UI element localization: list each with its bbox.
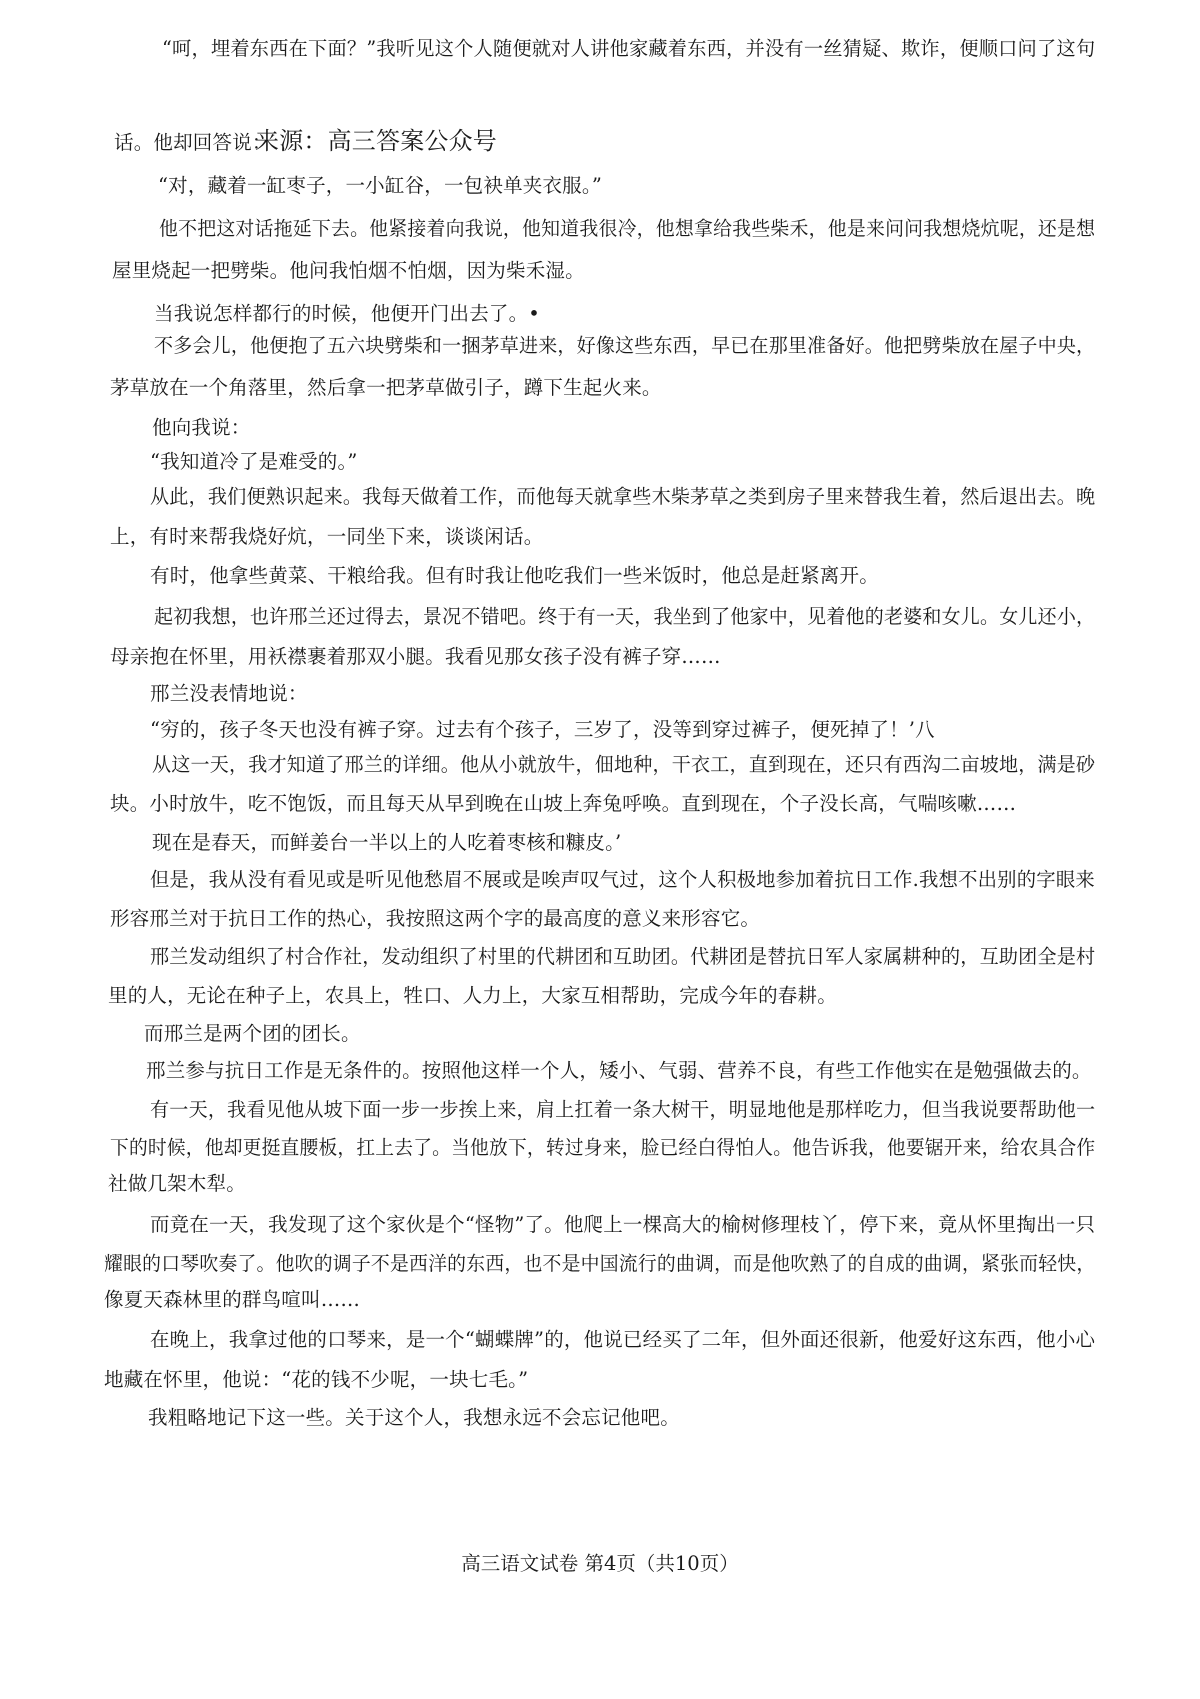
text-line: 从此，我们便熟识起来。我每天做着工作，而他每天就拿些木柴茅草之类到房子里来替我生着，然后退出去。晚 xyxy=(150,485,1096,508)
text-line: 上，有时来帮我烧好炕，一同坐下来，谈谈闲话。 xyxy=(110,525,544,548)
text-line: “穷的，孩子冬天也没有裤子穿。过去有个孩子，三岁了，没等到穿过裤子，便死掉了！’八 xyxy=(150,718,935,741)
text-line: 像夏天森林里的群鸟喧叫…… xyxy=(104,1288,361,1311)
source-watermark: 来源：高三答案公众号 xyxy=(255,127,497,155)
text-line: 地藏在怀里，他说：“花的钱不少呢，一块七毛。” xyxy=(104,1368,529,1391)
text-line: 而竟在一天，我发现了这个家伙是个“怪物”了。他爬上一棵高大的榆树修理枝丫，停下来，竟从怀里掏出一只 xyxy=(150,1213,1096,1236)
text-line: “对，藏着一缸枣子，一小缸谷，一包袂单夹衣服。” xyxy=(158,174,602,197)
text-line: 下的时候，他却更挺直腰板，扛上去了。当他放下，转过身来，脸已经白得怕人。他告诉我，他要锯开来，给农具合作 xyxy=(110,1136,1096,1159)
text-line: 起初我想，也许邢兰还过得去，景况不错吧。终于有一天，我坐到了他家中，见着他的老婆和女儿。女儿还小， xyxy=(154,605,1096,628)
text-line: 邢兰没表情地说： xyxy=(150,682,308,705)
text-line: 从这一天，我才知道了邢兰的详细。他从小就放牛，佃地种，干衣工，直到现在，还只有西沟二亩坡地，满是砂 xyxy=(152,753,1096,776)
text-line: “我知道冷了是难受的。” xyxy=(150,450,358,473)
text-line: 耀眼的口琴吹奏了。他吹的调子不是西洋的东西，也不是中国流行的曲调，而是他吹熟了的自成的曲调，紧张而轻快， xyxy=(104,1252,1096,1275)
text-line: 邢兰发动组织了村合作社，发动组织了村里的代耕团和互助团。代耕团是替抗日军人家属耕种的，互助团全是村 xyxy=(150,945,1096,968)
text-line: 邢兰参与抗日工作是无条件的。按照他这样一个人，矮小、气弱、营养不良，有些工作他实在是勉强做去的。 xyxy=(146,1059,1092,1082)
text-line: 而邢兰是两个团的团长。 xyxy=(144,1022,361,1045)
text-line: 他不把这对话拖延下去。他紧接着向我说，他知道我很冷，他想拿给我些柴禾，他是来问问我想烧炕呢，还是想 xyxy=(159,217,1096,240)
page-footer: 高三语文试卷 第4页（共10页） xyxy=(461,1552,739,1575)
text-line: 我粗略地记下这一些。关于这个人，我想永远不会忘记他吧。 xyxy=(148,1406,680,1429)
text-line: 当我说怎样都行的时候，他便开门出去了。• xyxy=(154,302,541,325)
text-line: 在晚上，我拿过他的口琴来，是一个“蝴蝶牌”的，他说已经买了二年，但外面还很新，他爱好这东西，他小心 xyxy=(150,1328,1096,1351)
text-line: 话。他却回答说： xyxy=(114,131,272,154)
text-line: 形容邢兰对于抗日工作的热心，我按照这两个字的最高度的意义来形容它。 xyxy=(110,907,761,930)
text-line: 有一天，我看见他从坡下面一步一步挨上来，肩上扛着一条大树干，明显地他是那样吃力，但当我说要帮助他一 xyxy=(150,1098,1096,1121)
text-line: 块。小时放牛，吃不饱饭，而且每天从早到晚在山坡上奔兔呼唤。直到现在，个子没长高，气喘咳嗽…… xyxy=(110,792,1017,815)
text-line: “呵，埋着东西在下面？”我听见这个人随便就对人讲他家藏着东西，并没有一丝猜疑、欺诈，便顺口问了这句 xyxy=(162,37,1096,60)
text-line: 社做几架木犁。 xyxy=(108,1172,246,1195)
text-line: 现在是春天，而鲜姜台一半以上的人吃着枣核和糠皮。’ xyxy=(152,831,622,854)
text-line: 里的人，无论在种子上，农具上，牲口、人力上，大家互相帮助，完成今年的春耕。 xyxy=(108,984,837,1007)
text-line: 他向我说： xyxy=(152,416,251,439)
text-line: 有时，他拿些黄菜、干粮给我。但有时我让他吃我们一些米饭时，他总是赶紧离开。 xyxy=(150,564,879,587)
text-line: 屋里烧起一把劈柴。他问我怕烟不怕烟，因为柴禾湿。 xyxy=(112,259,585,282)
text-line: 不多会儿，他便抱了五六块劈柴和一捆茅草进来，好像这些东西，早已在那里准备好。他把劈柴放在屋子中央， xyxy=(154,334,1096,357)
text-line: 母亲抱在怀里，用袄襟裹着那双小腿。我看见那女孩子没有裤子穿…… xyxy=(110,645,721,668)
text-line: 但是，我从没有看见或是听见他愁眉不展或是唉声叹气过，这个人积极地参加着抗日工作.我想不出别的字眼来 xyxy=(150,868,1095,891)
text-line: 茅草放在一个角落里，然后拿一把茅草做引子，蹲下生起火来。 xyxy=(110,376,662,399)
